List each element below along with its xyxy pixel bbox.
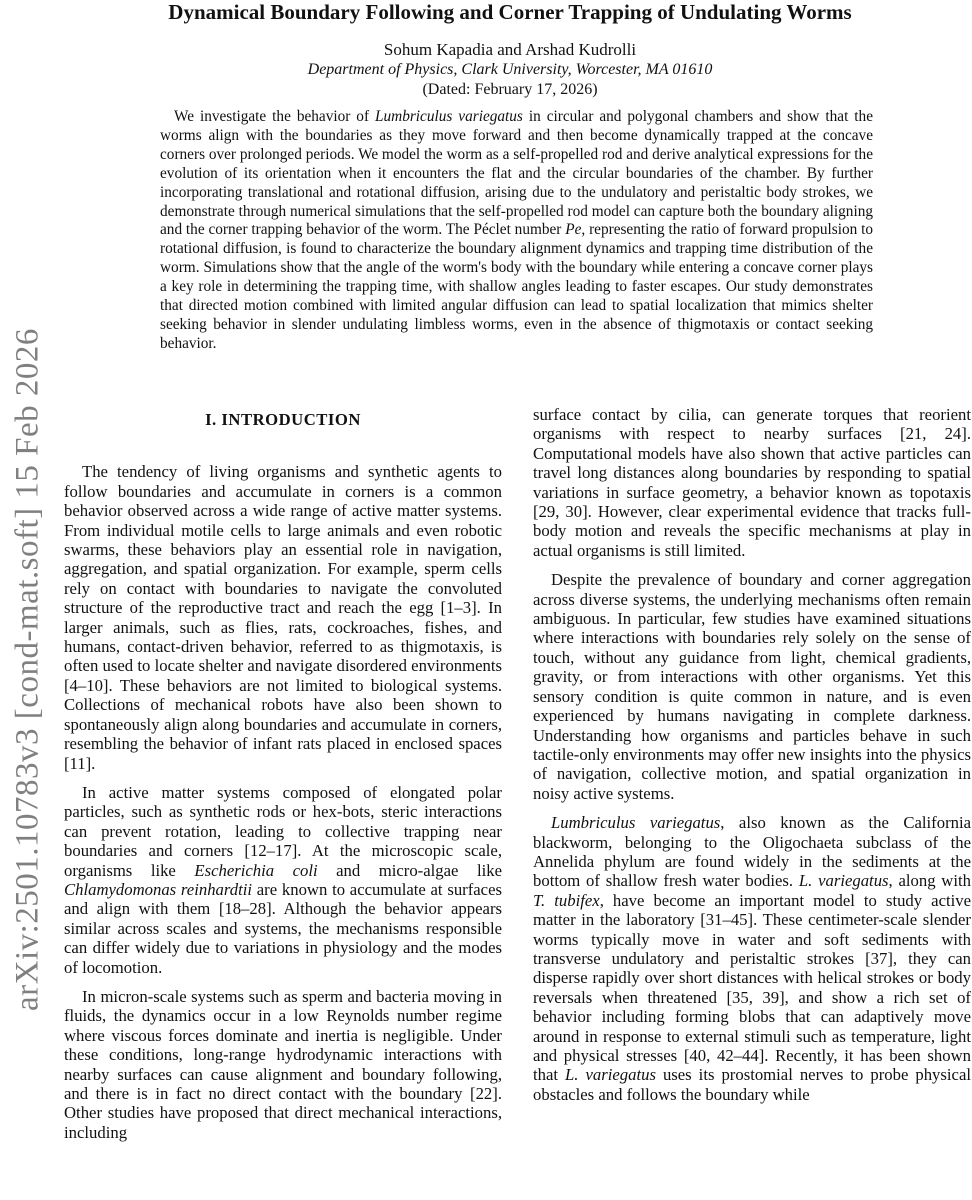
intro-p2-text-c: are known to accumulate at surfaces and align with them [18–28]. Although the behavior appears similar across scales and systems, the mechanisms responsible can differ widely due to variations in physiology and the modes of locomotion. <box>64 879 502 977</box>
abstract-text-pre: We investigate the behavior of <box>174 108 375 125</box>
abstract-text-mid: in circular and polygonal chambers and show that the worms align with the boundaries as they move forward and then become dynamically trapped at the concave corners over prolonged periods. We model the worm as a self-propelled rod and derive analytical expressions for the evolution of its orientation when it encounters the flat and the circular boundaries of the chamber. By further incorporating translational and rotational diffusion, arising due to the undulatory and peristaltic body strokes, we demonstrate through numerical simulations that the self-propelled rod model can capture both the boundary aligning and the corner trapping behavior of the worm. The Péclet number <box>160 108 873 239</box>
intro-paragraph-1: The tendency of living organisms and synthetic agents to follow boundaries and accumulate in corners is a common behavior observed across a wide range of active matter systems. From individual motile cells to large animals and even robotic swarms, these behaviors play an essential role in navigation, aggregation, and spatial organization. For example, sperm cells rely on contact with boundaries to navigate the convoluted structure of the reproductive tract and reach the egg [1–3]. In larger animals, such as flies, rats, cockroaches, fishes, and humans, contact-driven behavior, referred to as thigmotaxis, is often used to locate shelter and navigate disordered environments [4–10]. These behaviors are not limited to biological systems. Collections of mechanical robots have also been shown to spontaneously align along boundaries and accumulate in corners, resembling the behavior of infant rats placed in enclosed spaces [11]. <box>64 462 502 773</box>
intro-p5-text-b: , along with <box>888 871 971 891</box>
abstract-paragraph <box>160 108 873 354</box>
paper-header <box>60 0 960 100</box>
abstract-text-post: , representing the ratio of forward propulsion to rotational diffusion, is found to characterize the boundary alignment dynamics and trapping time distribution of the worm. Simulations show that the angle of the worm's body with the boundary while entering a concave corner plays a key role in determining the trapping time, with shallow angles leading to faster escapes. Our study demonstrates that directed motion combined with limited angular diffusion can lead to spatial localization that mimics shelter seeking behavior in slender undulating limbless worms, even in the absence of thigmotaxis or contact seeking behavior. <box>160 221 873 352</box>
intro-p2-text-b: and micro-algae like <box>317 860 502 880</box>
intro-paragraph-2 <box>64 783 502 977</box>
tubifex-term: T. tubifex <box>533 890 600 910</box>
date-line: (Dated: February 17, 2026) <box>422 81 598 98</box>
affiliation: Department of Physics, Clark University, Worcester, MA 01610 <box>307 61 713 78</box>
species-term: Lumbriculus variegatus <box>551 813 721 833</box>
lv-term-2: L. variegatus <box>565 1065 656 1085</box>
arxiv-identifier: arXiv:2501.10783v3 [cond-mat.soft] 15 Feb 2026 <box>9 328 46 1012</box>
chlamydomonas-term: Chlamydomonas reinhardtii <box>64 879 253 899</box>
intro-paragraph-4: Despite the prevalence of boundary and corner aggregation across diverse systems, the underlying mechanisms often remain ambiguous. In particular, few studies have examined situations where interactions with boundaries rely solely on the sense of touch, without any guidance from light, chemical gradients, gravity, or from interactions with other organisms. Yet this sensory condition is quite common in nature, and is even experienced by humans navigating in complete darkness. Understanding how organisms and particles behave in such tactile-only environments may offer new insights into the physics of navigation, collective motion, and spatial organization in noisy active systems. <box>533 570 971 803</box>
abstract-species: Lumbriculus variegatus <box>375 108 523 125</box>
abstract <box>160 108 873 354</box>
ecoli-term: Escherichia coli <box>194 860 318 880</box>
intro-p5-text-d: uses its prostomial nerves to probe physical obstacles and follows the boundary while <box>533 1065 971 1104</box>
intro-paragraph-3-continued: surface contact by cilia, can generate torques that reorient organisms with respect to nearby surfaces [21, 24]. Computational models have also shown that active particles can travel long distances along boundaries by responding to spatial variations in surface geometry, a behavior known as topotaxis [29, 30]. However, clear experimental evidence that tracks full-body motion and reveals the specific mechanisms at play in actual organisms is still limited. <box>533 405 971 560</box>
right-column <box>533 405 971 1114</box>
paper-title: Dynamical Boundary Following and Corner Trapping of Undulating Worms <box>168 0 852 24</box>
authors: Sohum Kapadia and Arshad Kudrolli <box>383 40 637 59</box>
intro-p5-text-a: , also known as the California blackworm, belonging to the Oligochaeta subclass of the Annelida phylum are found widely in the sediments at the bottom of shallow fresh water bodies. <box>533 813 972 891</box>
abstract-peclet-symbol: Pe <box>565 221 582 239</box>
section-heading: I. INTRODUCTION <box>205 410 361 429</box>
intro-paragraph-5 <box>533 813 971 1104</box>
lv-term: L. variegatus <box>798 871 889 891</box>
intro-p2-text-a: In active matter systems composed of elongated polar particles, such as synthetic rods or hex-bots, steric interactions can prevent rotation, leading to collective trapping near boundaries and corners [12–17]. At the microscopic scale, organisms like <box>64 782 502 880</box>
intro-paragraph-3: In micron-scale systems such as sperm and bacteria moving in fluids, the dynamics occur in a low Reynolds number regime where viscous forces dominate and inertia is negligible. Under these conditions, long-range hydrodynamic interactions with nearby surfaces can cause alignment and boundary following, and there is in fact no direct contact with the boundary [22]. Other studies have proposed that direct mechanical interactions, including <box>64 986 502 1142</box>
left-column <box>64 408 502 1152</box>
intro-p5-text-c: , have become an important model to study active matter in the laboratory [31–45]. These centimeter-scale slender worms typically move in water and soft sediments with transverse undulatory and peristaltic strokes [37], they can disperse rapidly over short distances with helical strokes or body reversals when threatened [35, 39], and show a rich set of behavior including forming blobs that can adaptively move around in response to external stimuli such as temperature, light and physical stresses [40, 42–44]. Recently, it has been shown that <box>533 890 972 1085</box>
